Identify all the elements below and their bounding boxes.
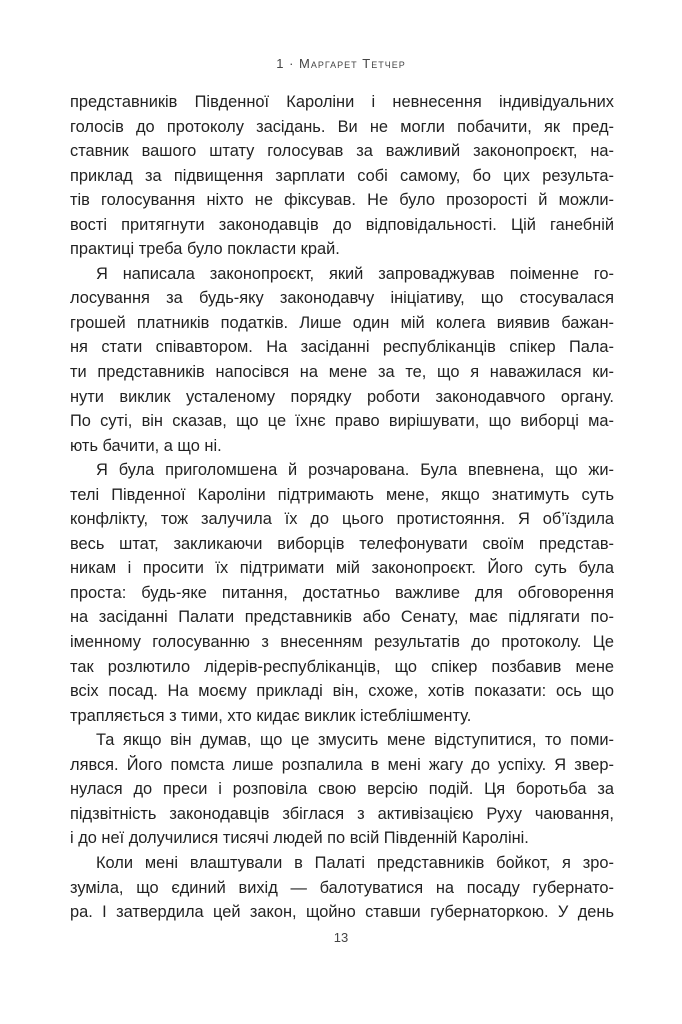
text-line: представників Південної Кароліни і невнесення індивідуальних (70, 93, 614, 111)
running-header: 1 · Маргарет Тетчер (276, 56, 406, 71)
text-line: практиці треба було покласти край. (70, 240, 340, 259)
text-line: так розлютило лідерів-республіканців, що спікер позбавив мене (70, 657, 614, 676)
text-line: весь штат, закликаючи виборців телефонувати своїм представ- (70, 534, 614, 553)
text-line: ють бачити, а що ні. (70, 436, 222, 455)
text-line: і до неї долучилися тисячі людей по всій Південній Кароліні. (70, 829, 529, 848)
text-line: Я була приголомшена й розчарована. Була впевнена, що жи- (96, 461, 614, 480)
paragraph (70, 728, 614, 851)
text-line: вості притягнути законодавців до відповідальності. Цій ганебній (70, 215, 614, 234)
text-line: голосів до протоколу засідань. Ви не могли побачити, як пред- (70, 117, 614, 136)
text-line: конфлікту, тож залучила їх до цього протистояння. Я об’їздила (70, 510, 614, 529)
text-line: грошей платників податків. Лише один мій колега виявив бажан- (70, 313, 614, 332)
text-line: нути виклик усталеному порядку роботи законодавчого органу. (70, 387, 614, 406)
text-line: приклад за підвищення зарплати собі самому, бо цих результа- (70, 166, 614, 185)
text-line: всіх посад. На моєму прикладі він, схоже, хотів показати: ось що (70, 682, 614, 701)
text-line: трапляється з тими, хто кидає виклик істеблішменту. (70, 706, 472, 725)
text-line: іменному голосуванню з внесенням результатів до протоколу. Це (70, 633, 614, 652)
text-line: лосування за будь-яку законодавчу ініціативу, що стосувалася (70, 289, 614, 308)
text-line: ра. І затвердила цей закон, щойно ставши губернаторкою. У день (70, 903, 614, 922)
text-line: на засіданні Палати представників або Сенату, має підлягати по- (70, 608, 614, 627)
text-line: ставник вашого штату голосував за важливий законопроєкт, на- (70, 142, 614, 161)
text-line: проста: будь-яке питання, достатньо важливе для обговорення (70, 583, 614, 602)
text-line: Коли мені влаштували в Палаті представників бойкот, я зро- (96, 853, 614, 872)
text-line: Та якщо він думав, що це змусить мене відступитися, то поми- (96, 731, 614, 750)
text-line: лявся. Його помста лише розпалила в мені жагу до успіху. Я звер- (70, 755, 614, 774)
paragraph (70, 851, 614, 925)
paragraph (70, 262, 614, 458)
paragraph (70, 458, 614, 728)
text-line: підзвітність законодавців збіглася з активізацією Руху чаювання, (70, 804, 614, 823)
text-line: нулася до преси і розповіла свою версію подій. Ця боротьба за (70, 780, 614, 799)
text-line: зуміла, що єдиний вихід — балотуватися на посаду губернато- (70, 878, 614, 897)
paragraph (70, 90, 614, 262)
text-line: тів голосування ніхто не фіксував. Не було прозорості й можли- (70, 191, 614, 210)
text-line: Я написала законопроєкт, який запроваджував поіменне го- (96, 264, 614, 283)
text-line: никам і просити їх підтримати мій законопроєкт. Його суть була (70, 559, 614, 578)
text-line: телі Південної Кароліни підтримають мене, якщо знатимуть суть (70, 485, 614, 504)
text-line: ня стати співавтором. На засіданні республіканців спікер Пала- (70, 338, 614, 357)
page-body (70, 90, 614, 925)
text-line: ти представників напосівся на мене за те, що я наважилася ки- (70, 363, 614, 382)
page-number: 13 (333, 930, 349, 945)
text-line: По суті, він сказав, що це їхнє право вирішувати, що виборці ма- (70, 412, 614, 431)
